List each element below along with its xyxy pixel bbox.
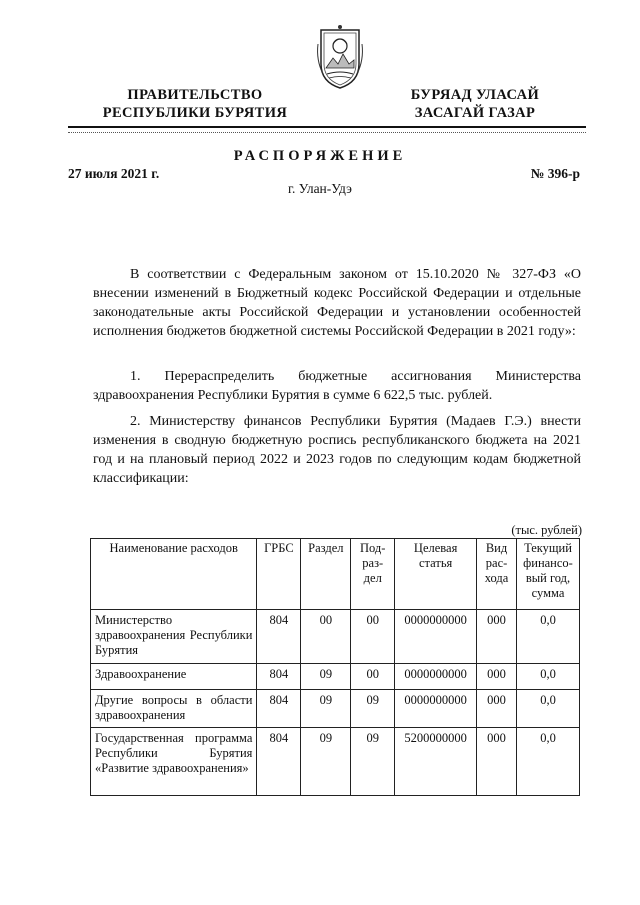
row-target: 0000000000 xyxy=(395,610,477,664)
row-amount: 0,0 xyxy=(517,728,580,796)
clause-1-paragraph: 1. Перераспределить бюджетные ассигнования Министерства здравоохранения Республики Бурятия в сумме 6 622,5 тыс. рублей. xyxy=(93,369,581,403)
header-section: Раздел xyxy=(301,539,351,610)
budget-codes-table xyxy=(90,538,580,796)
row-type: 000 xyxy=(477,664,517,690)
row-section: 00 xyxy=(301,610,351,664)
row-name: Министерство здравоохранения Республики Бурятия xyxy=(91,610,257,664)
clause-2-paragraph: 2. Министерству финансов Республики Бурятия (Мадаев Г.Э.) внести изменения в сводную бюджетную роспись республиканского бюджета на 2021 год и на плановый период 2022 и 2023 годов по следующим кодам бюджетной классификации: xyxy=(93,414,581,486)
document-city: г. Улан-Удэ xyxy=(288,181,352,196)
row-grbs: 804 xyxy=(257,728,301,796)
row-section: 09 xyxy=(301,728,351,796)
row-name: Государственная программа Республики Бурятия «Развитие здравоохранения» xyxy=(91,728,257,796)
org-left-line1: ПРАВИТЕЛЬСТВО xyxy=(127,87,263,103)
table-row xyxy=(91,690,580,728)
header-grbs: ГРБС xyxy=(257,539,301,610)
row-grbs: 804 xyxy=(257,610,301,664)
row-type: 000 xyxy=(477,690,517,728)
table-row xyxy=(91,610,580,664)
row-amount: 0,0 xyxy=(517,690,580,728)
table-row xyxy=(91,664,580,690)
row-target: 5200000000 xyxy=(395,728,477,796)
row-subsection: 00 xyxy=(351,664,395,690)
header-current-year: Текущий финансо-вый год, сумма xyxy=(517,539,580,610)
row-name: Здравоохранение xyxy=(91,664,257,690)
org-right-line2: ЗАСАГАЙ ГАЗАР xyxy=(414,105,536,121)
row-target: 0000000000 xyxy=(395,690,477,728)
table-unit-label: (тыс. рублей) xyxy=(511,523,582,537)
document-number: № 396-р xyxy=(530,166,580,181)
row-subsection: 09 xyxy=(351,728,395,796)
header-subsection: Под-раз-дел xyxy=(351,539,395,610)
table-header-row xyxy=(91,539,580,610)
header-divider-dotted xyxy=(68,132,586,133)
header-divider-thick xyxy=(68,126,586,128)
row-amount: 0,0 xyxy=(517,664,580,690)
table-row xyxy=(91,728,580,796)
row-target: 0000000000 xyxy=(395,664,477,690)
document-type-title: РАСПОРЯЖЕНИЕ xyxy=(233,148,407,164)
government-name-buryat xyxy=(395,86,555,122)
government-name-russian xyxy=(95,86,295,122)
row-type: 000 xyxy=(477,728,517,796)
coat-of-arms-emblem xyxy=(315,24,365,90)
row-grbs: 804 xyxy=(257,664,301,690)
preamble-paragraph: В соответствии с Федеральным законом от 15.10.2020 № 327-ФЗ «О внесении изменений в Бюджетный кодекс Российской Федерации и отдельные законодательные акты Российской Федерации и установлении особенностей исполнения бюджетов бюджетной системы Российской Федерации в 2021 году»: xyxy=(93,267,581,339)
row-subsection: 09 xyxy=(351,690,395,728)
header-expense-type: Вид рас-хода xyxy=(477,539,517,610)
row-section: 09 xyxy=(301,690,351,728)
row-section: 09 xyxy=(301,664,351,690)
row-subsection: 00 xyxy=(351,610,395,664)
row-name: Другие вопросы в области здравоохранения xyxy=(91,690,257,728)
org-right-line1: БУРЯАД УЛАСАЙ xyxy=(410,87,540,103)
header-target: Целевая статья xyxy=(395,539,477,610)
row-grbs: 804 xyxy=(257,690,301,728)
row-type: 000 xyxy=(477,610,517,664)
header-name: Наименование расходов xyxy=(91,539,257,610)
org-left-line2: РЕСПУБЛИКИ БУРЯТИЯ xyxy=(102,105,288,121)
row-amount: 0,0 xyxy=(517,610,580,664)
document-date: 27 июля 2021 г. xyxy=(68,166,160,181)
